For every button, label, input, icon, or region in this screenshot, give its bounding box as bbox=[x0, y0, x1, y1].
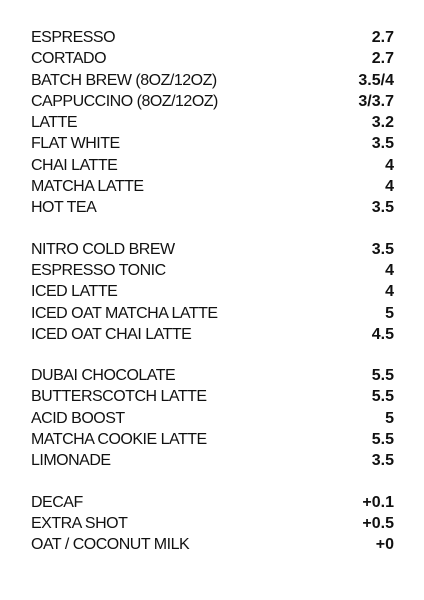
item-price: 3/3.7 bbox=[358, 92, 394, 110]
menu-item bbox=[31, 133, 394, 154]
menu-item bbox=[31, 197, 394, 218]
menu-item bbox=[31, 365, 394, 386]
item-name: ICED OAT MATCHA LATTE bbox=[31, 304, 218, 322]
item-name: OAT / COCONUT MILK bbox=[31, 536, 190, 554]
item-price: 2.7 bbox=[371, 29, 394, 46]
item-name: DECAF bbox=[31, 493, 83, 511]
menu-item bbox=[31, 112, 394, 133]
item-price: 3.5/4 bbox=[358, 71, 394, 89]
item-price: +0.1 bbox=[362, 493, 394, 511]
menu-section-hot-drinks bbox=[31, 27, 394, 219]
menu-item bbox=[31, 492, 394, 513]
item-price: +0.5 bbox=[362, 514, 394, 532]
item-price: 3.5 bbox=[371, 452, 394, 470]
menu-item bbox=[31, 91, 394, 112]
item-name: ESPRESSO bbox=[31, 29, 116, 46]
menu-item bbox=[31, 155, 394, 176]
menu-section-extras bbox=[31, 492, 394, 556]
item-name: BUTTERSCOTCH LATTE bbox=[31, 388, 207, 406]
menu-item bbox=[31, 27, 394, 48]
item-price: 4.5 bbox=[371, 325, 394, 343]
menu-item bbox=[31, 513, 394, 534]
item-name: LATTE bbox=[31, 114, 78, 132]
item-name: CAPPUCCINO (8OZ/12OZ) bbox=[31, 92, 218, 110]
menu-item bbox=[31, 450, 394, 471]
item-name: LIMONADE bbox=[31, 452, 111, 470]
item-name: MATCHA LATTE bbox=[31, 178, 144, 196]
item-name: ESPRESSO TONIC bbox=[31, 261, 166, 279]
item-name: ICED OAT CHAI LATTE bbox=[31, 325, 192, 343]
menu-section-cold-drinks bbox=[31, 239, 394, 345]
item-name: BATCH BREW (8OZ/12OZ) bbox=[31, 71, 217, 89]
item-name: MATCHA COOKIE LATTE bbox=[31, 431, 207, 449]
menu-item bbox=[31, 281, 394, 302]
menu-item bbox=[31, 70, 394, 91]
item-name: CHAI LATTE bbox=[31, 156, 118, 174]
item-price: 3.5 bbox=[371, 240, 394, 258]
item-name: FLAT WHITE bbox=[31, 135, 120, 153]
menu-section-specials bbox=[31, 365, 394, 471]
item-name: NITRO COLD BREW bbox=[31, 240, 175, 258]
item-price: 5.5 bbox=[371, 388, 394, 406]
menu-item bbox=[31, 48, 394, 69]
item-price: 3.2 bbox=[371, 114, 394, 132]
item-name: DUBAI CHOCOLATE bbox=[31, 367, 176, 385]
item-price: 4 bbox=[385, 261, 394, 279]
menu-item bbox=[31, 429, 394, 450]
menu-item bbox=[31, 408, 394, 429]
item-price: 4 bbox=[385, 283, 394, 301]
item-price: 5 bbox=[385, 409, 394, 427]
menu-item bbox=[31, 324, 394, 345]
menu-list bbox=[31, 27, 394, 556]
item-name: HOT TEA bbox=[31, 199, 97, 217]
item-price: 5 bbox=[385, 304, 394, 322]
menu-item bbox=[31, 303, 394, 324]
item-name: EXTRA SHOT bbox=[31, 514, 128, 532]
item-name: ACID BOOST bbox=[31, 409, 125, 427]
menu-item bbox=[31, 386, 394, 407]
item-price: 4 bbox=[385, 156, 394, 174]
menu-item bbox=[31, 239, 394, 260]
item-name: ICED LATTE bbox=[31, 283, 118, 301]
menu-item bbox=[31, 176, 394, 197]
item-price: 2.7 bbox=[371, 50, 394, 68]
item-price: 4 bbox=[385, 178, 394, 196]
menu-item bbox=[31, 534, 394, 555]
item-price: 3.5 bbox=[371, 135, 394, 153]
item-price: 3.5 bbox=[371, 199, 394, 217]
item-price: +0 bbox=[375, 536, 394, 554]
item-name: CORTADO bbox=[31, 50, 107, 68]
item-price: 5.5 bbox=[371, 367, 394, 385]
menu-item bbox=[31, 260, 394, 281]
item-price: 5.5 bbox=[371, 431, 394, 449]
